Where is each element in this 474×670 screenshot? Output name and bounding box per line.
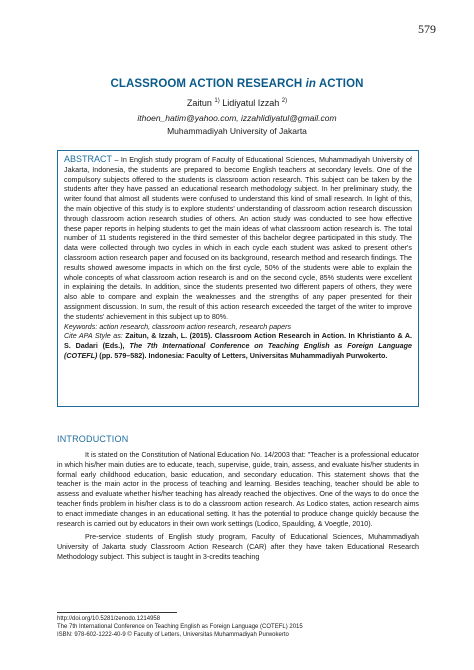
abstract-heading: ABSTRACT	[64, 154, 113, 164]
abstract-paragraph	[64, 155, 412, 323]
citation-label: Cite APA Style as:	[64, 332, 126, 341]
introduction-paragraph-2: Pre-service students of English study program, Faculty of Educational Sciences, Muhammadiyah University of Jakarta study Classroom Action Research (CAR) after they have taken Educational Research Methodology subject. This subject is taught in 3-credits teaching	[57, 533, 419, 561]
footer-doi[interactable]: http://doi.org/10.5281/zenodo.1214958	[57, 616, 161, 622]
keywords: Keywords: action research, classroom action research, research papers	[64, 322, 292, 331]
footer-conference: The 7th International Conference on Teaching English as Foreign Language (COTEFL) 2015	[57, 624, 303, 631]
author-2-sup: 2)	[281, 98, 288, 104]
abstract-box	[57, 150, 419, 407]
author-emails[interactable]: ithoen_hatim@yahoo.com, izzahlidiyatul@gmail.com	[137, 113, 337, 123]
title-italic: in	[305, 78, 316, 90]
title-part-2: ACTION	[315, 78, 364, 90]
author-1-sup: 1)	[214, 98, 220, 104]
author-1: Zaitun	[186, 98, 215, 108]
title-part-1: CLASSROOM ACTION RESEARCH	[110, 78, 306, 90]
citation-bold-1: Zaitun, & Izzah, L. (2015). Classroom Action Research in Action. In Khristianto & A. S. Dadari (Eds.),	[64, 332, 412, 351]
citation	[64, 332, 412, 361]
authors	[0, 98, 474, 108]
introduction-body	[57, 451, 419, 567]
section-title-introduction: INTRODUCTION	[57, 434, 129, 444]
citation-bold-2: (pp. 579–582). Indonesia: Faculty of Letters, Universitas Muhammadiyah Purwokerto.	[97, 351, 388, 360]
paper-title	[0, 78, 474, 90]
footer-isbn: ISBN: 978-602-1222-40-9 © Faculty of Letters, Universitas Muhammadiyah Purwokerto	[57, 632, 289, 639]
introduction-paragraph-1: It is stated on the Constitution of National Education No. 14/2003 that: "Teacher is a professional educator in which his/her main duties are to educate, teach, supervise, guide, train, assess, and evaluate his/her students in formal early childhood education, basic education, and secondary education. This statement shows that the teacher is the main actor in the process of teaching and learning. Besides teaching, teacher should be able to assess and evaluate whether his/her teaching has already reached the objectives. One of the ways to do once the teacher finds problem in his/her class is to do a classroom action research. As Lodico states, action research aims to enact immediate changes in an educational setting. It has the potential to produce change quickly because the research is carried out by educators in their own work settings (Lodico, Spaulding, & Voegtle, 2010).	[57, 451, 419, 528]
affiliation: Muhammadiyah University of Jakarta	[167, 126, 307, 136]
abstract-text: – In English study program of Faculty of Educational Sciences, Muhammadiyah University of Jakarta, Indonesia, the students are prepared to become English teachers at secondary levels. One of the compulsory subjects offered to the students is classroom action research. This subject can be taken by the students after they have passed an educational research methodology subject. In her preliminary study, the writer found that almost all students were confused to understand this kind of small research. In light of this, the main objective of this study is to explore students' understanding of classroom action research discussion through classroom action research studies of others. An action study was conducted to see how effective these paper reports in helping students to get the main ideas of what classroom action research is. The total number of 11 students registered in the third semester of this bachelor degree participated in this study. The data were collected through two cycles in which in each cycle each student was asked to present other's classroom action research paper and focused on its background, research method and research findings. The results showed awesome impacts in which on the first cycle, 50% of the students were able to explain the whole concepts of what classroom action research is and on the second cycle, 85% students were excellent in explaining the details. In addition, since the students presented two different papers of others, they were also able to compare and explain the weaknesses and the strengths of any paper presented for their assignment discussion. In sum, the result of this action research exceeded the target of the writer to improve the students' achievement in this subject up to 80%.	[64, 156, 412, 321]
page-footer	[57, 612, 419, 640]
page-number: 579	[418, 22, 436, 36]
citation-italic: The 7th International Conference on Teaching English as Foreign Language (COTEFL)	[64, 342, 412, 360]
footer-divider	[57, 612, 177, 613]
author-2: Lidiyatul Izzah	[219, 98, 282, 108]
